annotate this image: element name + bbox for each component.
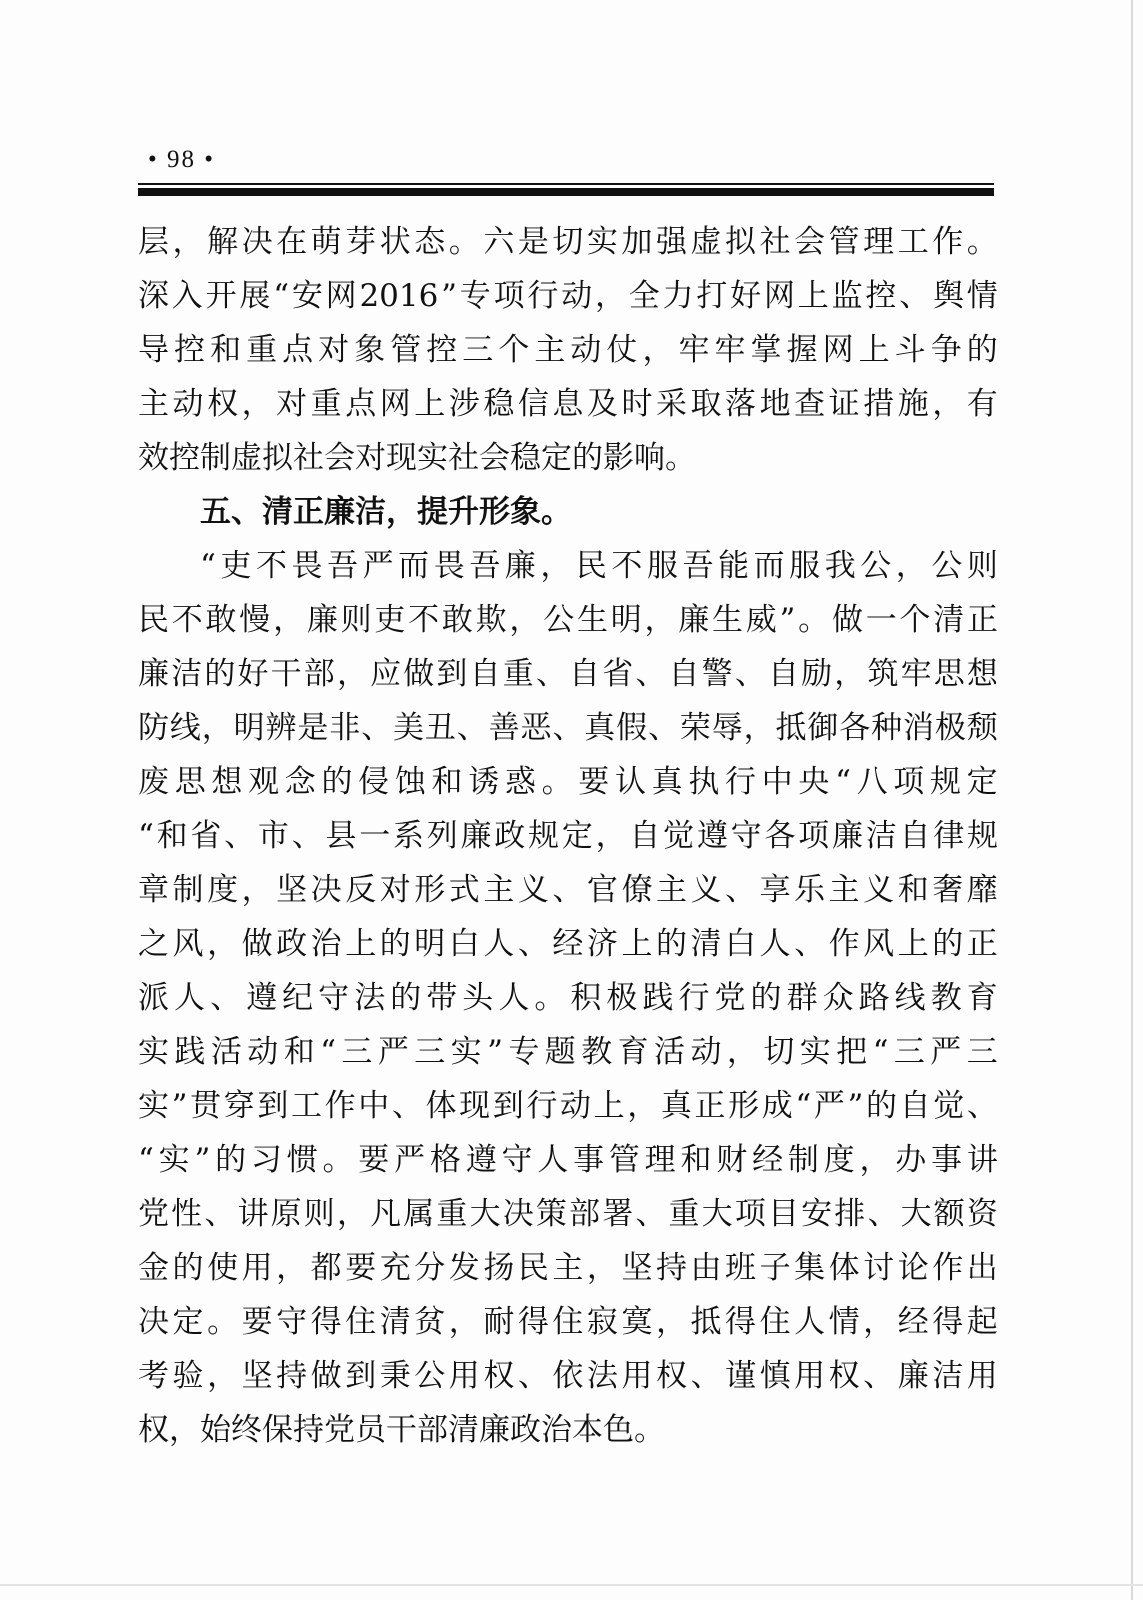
text-line: 实 ” 贯 穿 到 工 作 中 、 体 现 到 行 动 上 ， 真 正 形 成 “ 严 ” 的 自 觉 、 (138, 1088, 998, 1124)
text-line: 深 入 开 展 “ 安 网 2016 ” 专 项 行 动 ， 全 力 打 好 网 上 监 控 、 舆 情 (138, 278, 998, 314)
header-rule-thin (138, 183, 994, 185)
body-text (138, 215, 998, 1457)
text-line: “ 和 省 、 市 、 县 一 系 列 廉 政 规 定 ， 自 觉 遵 守 各 项 廉 洁 自 律 规 (138, 818, 998, 854)
text-line: 实 践 活 动 和 “ 三 严 三 实 ” 专 题 教 育 活 动 ， 切 实 把 “ 三 严 三 (138, 1034, 998, 1070)
text-line: “ 吏 不 畏 吾 严 而 畏 吾 廉 ， 民 不 服 吾 能 而 服 我 公 ， 公 则 (200, 548, 998, 584)
page-number: • 98 • (148, 146, 216, 173)
page-edge-right (1131, 0, 1133, 1600)
page-edge-bottom (0, 1584, 1143, 1586)
text-line: 党 性 、 讲 原 则 ， 凡 属 重 大 决 策 部 署 、 重 大 项 目 安 排 、 大 额 资 (138, 1196, 998, 1232)
section-heading: 五、清正廉洁，提升形象。 (200, 494, 572, 530)
text-line: 导 控 和 重 点 对 象 管 控 三 个 主 动 仗 ， 牢 牢 掌 握 网 上 斗 争 的 (138, 332, 998, 368)
text-line: 民 不 敢 慢 ， 廉 则 吏 不 敢 欺 ， 公 生 明 ， 廉 生 威 ” 。 做 一 个 清 正 (138, 602, 998, 638)
text-line: 之 风 ， 做 政 治 上 的 明 白 人 、 经 济 上 的 清 白 人 、 作 风 上 的 正 (138, 926, 998, 962)
text-line: 主 动 权 ， 对 重 点 网 上 涉 稳 信 息 及 时 采 取 落 地 查 证 措 施 ， 有 (138, 386, 998, 422)
text-line: “ 实 ” 的 习 惯 。 要 严 格 遵 守 人 事 管 理 和 财 经 制 度 ， 办 事 讲 (138, 1142, 998, 1178)
text-line: 章 制 度 ， 坚 决 反 对 形 式 主 义 、 官 僚 主 义 、 享 乐 主 义 和 奢 靡 (138, 872, 998, 908)
text-line: 层 ， 解 决 在 萌 芽 状 态 。 六 是 切 实 加 强 虚 拟 社 会 管 理 工 作 。 (138, 224, 998, 260)
text-line: 权，始终保持党员干部清廉政治本色。 (138, 1412, 665, 1448)
text-line: 派 人 、 遵 纪 守 法 的 带 头 人 。 积 极 践 行 党 的 群 众 路 线 教 育 (138, 980, 998, 1016)
text-line: 效控制虚拟社会对现实社会稳定的影响。 (138, 440, 696, 476)
text-line: 金 的 使 用 ， 都 要 充 分 发 扬 民 主 ， 坚 持 由 班 子 集 体 讨 论 作 出 (138, 1250, 998, 1286)
text-line: 考 验 ， 坚 持 做 到 秉 公 用 权 、 依 法 用 权 、 谨 慎 用 权 、 廉 洁 用 (138, 1358, 998, 1394)
text-line: 防 线 ， 明 辨 是 非 、 美 丑 、 善 恶 、 真 假 、 荣 辱 ， 抵 御 各 种 消 极 颓 (138, 710, 998, 746)
header-rule-thick (138, 188, 994, 196)
text-line: 廉 洁 的 好 干 部 ， 应 做 到 自 重 、 自 省 、 自 警 、 自 励 ， 筑 牢 思 想 (138, 656, 998, 692)
text-line: 废 思 想 观 念 的 侵 蚀 和 诱 惑 。 要 认 真 执 行 中 央 “ 八 项 规 定 (138, 764, 998, 800)
text-line: 决 定 。 要 守 得 住 清 贫 ， 耐 得 住 寂 寞 ， 抵 得 住 人 情 ， 经 得 起 (138, 1304, 998, 1340)
